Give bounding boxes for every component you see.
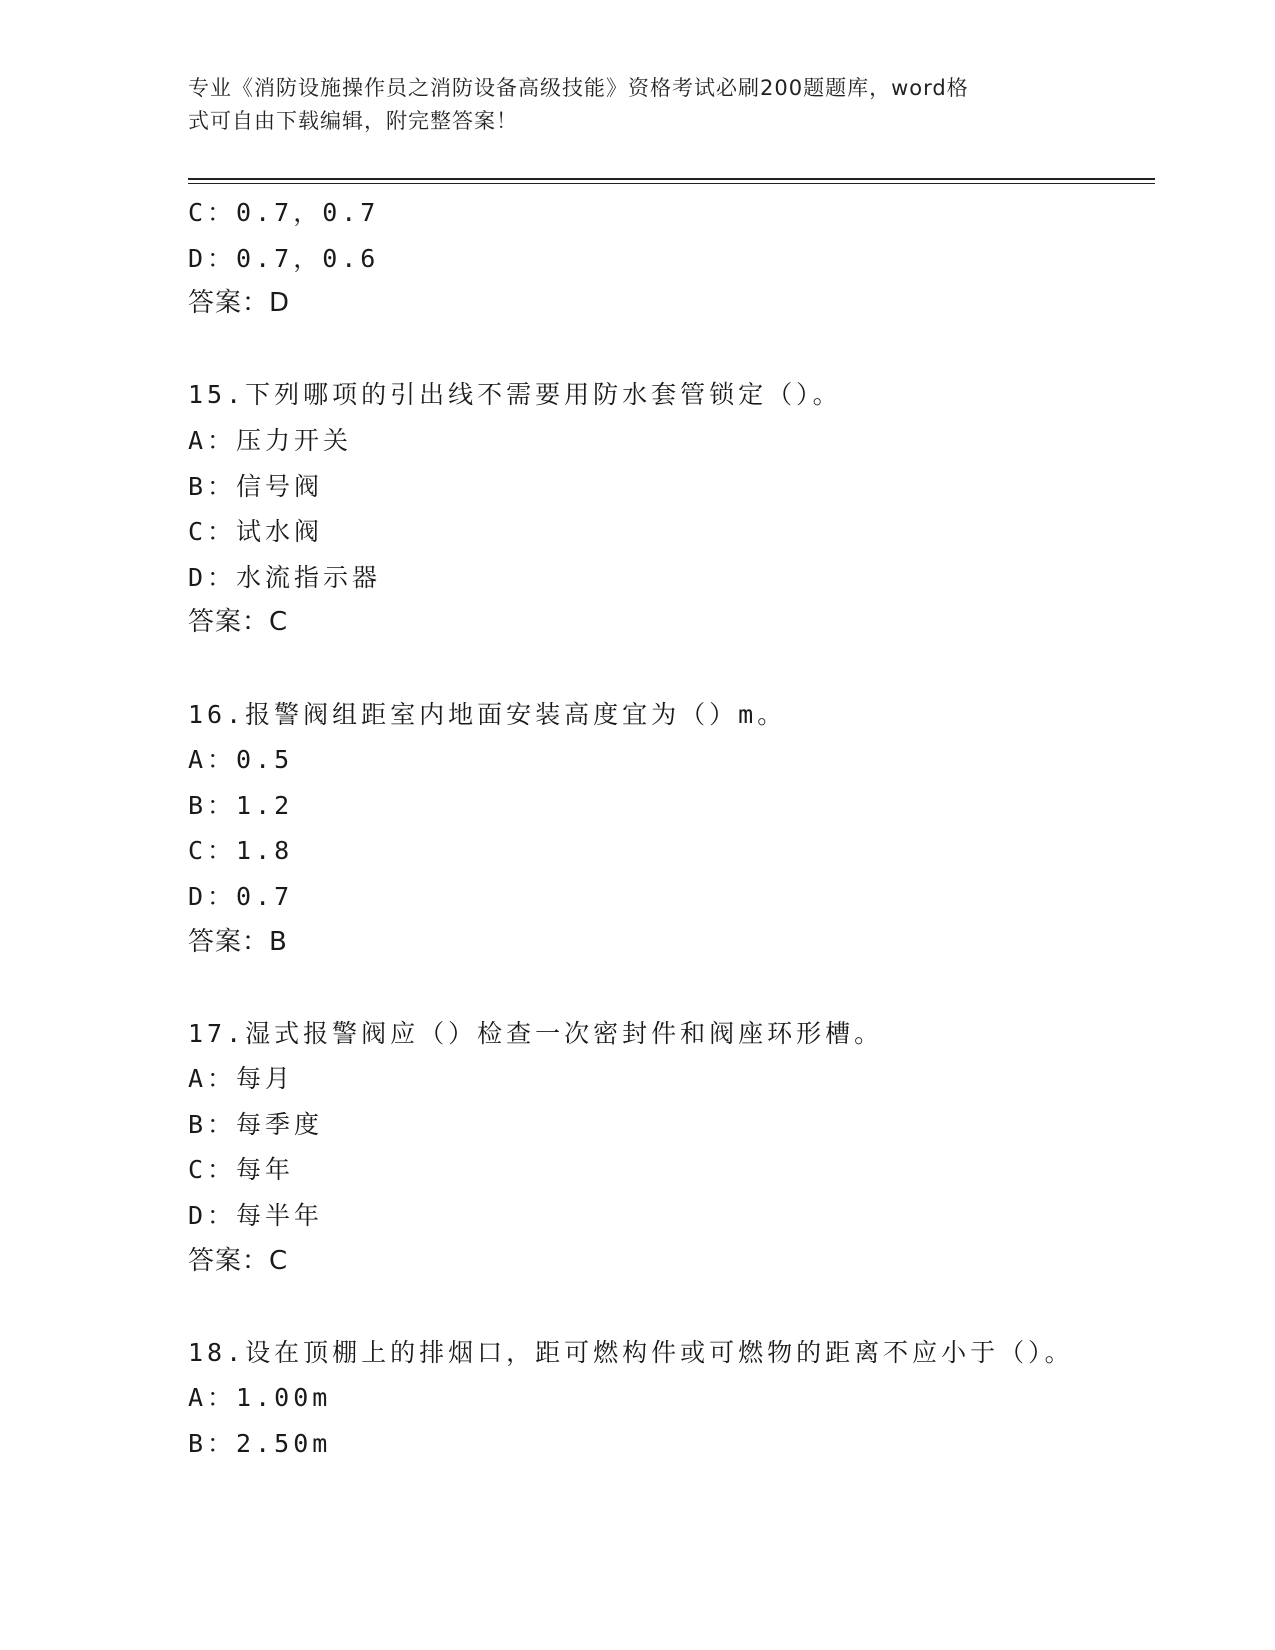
- spacer: [188, 965, 1155, 1011]
- document-header: [188, 72, 1068, 138]
- option-a: A：1.00m: [188, 1383, 332, 1413]
- question-stem: 15.下列哪项的引出线不需要用防水套管锁定（）。: [188, 380, 842, 410]
- question-stem: 16.报警阀组距室内地面安装高度宜为（）m。: [188, 699, 787, 729]
- option-d: D：0.7，0.6: [188, 243, 380, 273]
- question-16: [188, 692, 1155, 966]
- answer: 答案：B: [188, 926, 288, 957]
- spacer: [188, 1284, 1155, 1330]
- option-c: C：每年: [188, 1155, 295, 1185]
- header-line-2: 式可自由下载编辑，附完整答案！: [188, 109, 518, 133]
- option-d: D：每半年: [188, 1201, 324, 1231]
- option-c: C：0.7，0.7: [188, 198, 380, 227]
- question-17: [188, 1011, 1155, 1285]
- question-14-partial: [188, 190, 1155, 327]
- option-a: A：0.5: [188, 745, 294, 775]
- question-18: [188, 1330, 1155, 1467]
- option-a: A：压力开关: [188, 425, 353, 455]
- option-b: B：每季度: [188, 1109, 324, 1139]
- answer: 答案：C: [188, 1245, 289, 1276]
- option-a: A：每月: [188, 1064, 295, 1094]
- header-divider-thin: [188, 183, 1155, 184]
- question-stem: 17.湿式报警阀应（）检查一次密封件和阀座环形槽。: [188, 1018, 884, 1048]
- option-d: D：水流指示器: [188, 562, 382, 592]
- answer: 答案：C: [188, 607, 289, 638]
- option-b: B：1.2: [188, 790, 294, 820]
- answer: 答案：D: [188, 288, 291, 319]
- spacer: [188, 646, 1155, 692]
- option-d: D：0.7: [188, 881, 294, 911]
- option-b: B：2.50m: [188, 1429, 332, 1459]
- spacer: [188, 327, 1155, 373]
- option-c: C：试水阀: [188, 517, 324, 547]
- question-15: [188, 372, 1155, 646]
- header-divider-thick: [188, 178, 1155, 180]
- question-stem: 18.设在顶棚上的排烟口，距可燃构件或可燃物的距离不应小于（）。: [188, 1337, 1074, 1367]
- option-b: B：信号阀: [188, 471, 324, 501]
- header-line-1: 专业《消防设施操作员之消防设备高级技能》资格考试必刷200题题库，word格: [188, 76, 969, 100]
- question-list: [188, 190, 1155, 1467]
- option-c: C：1.8: [188, 836, 294, 866]
